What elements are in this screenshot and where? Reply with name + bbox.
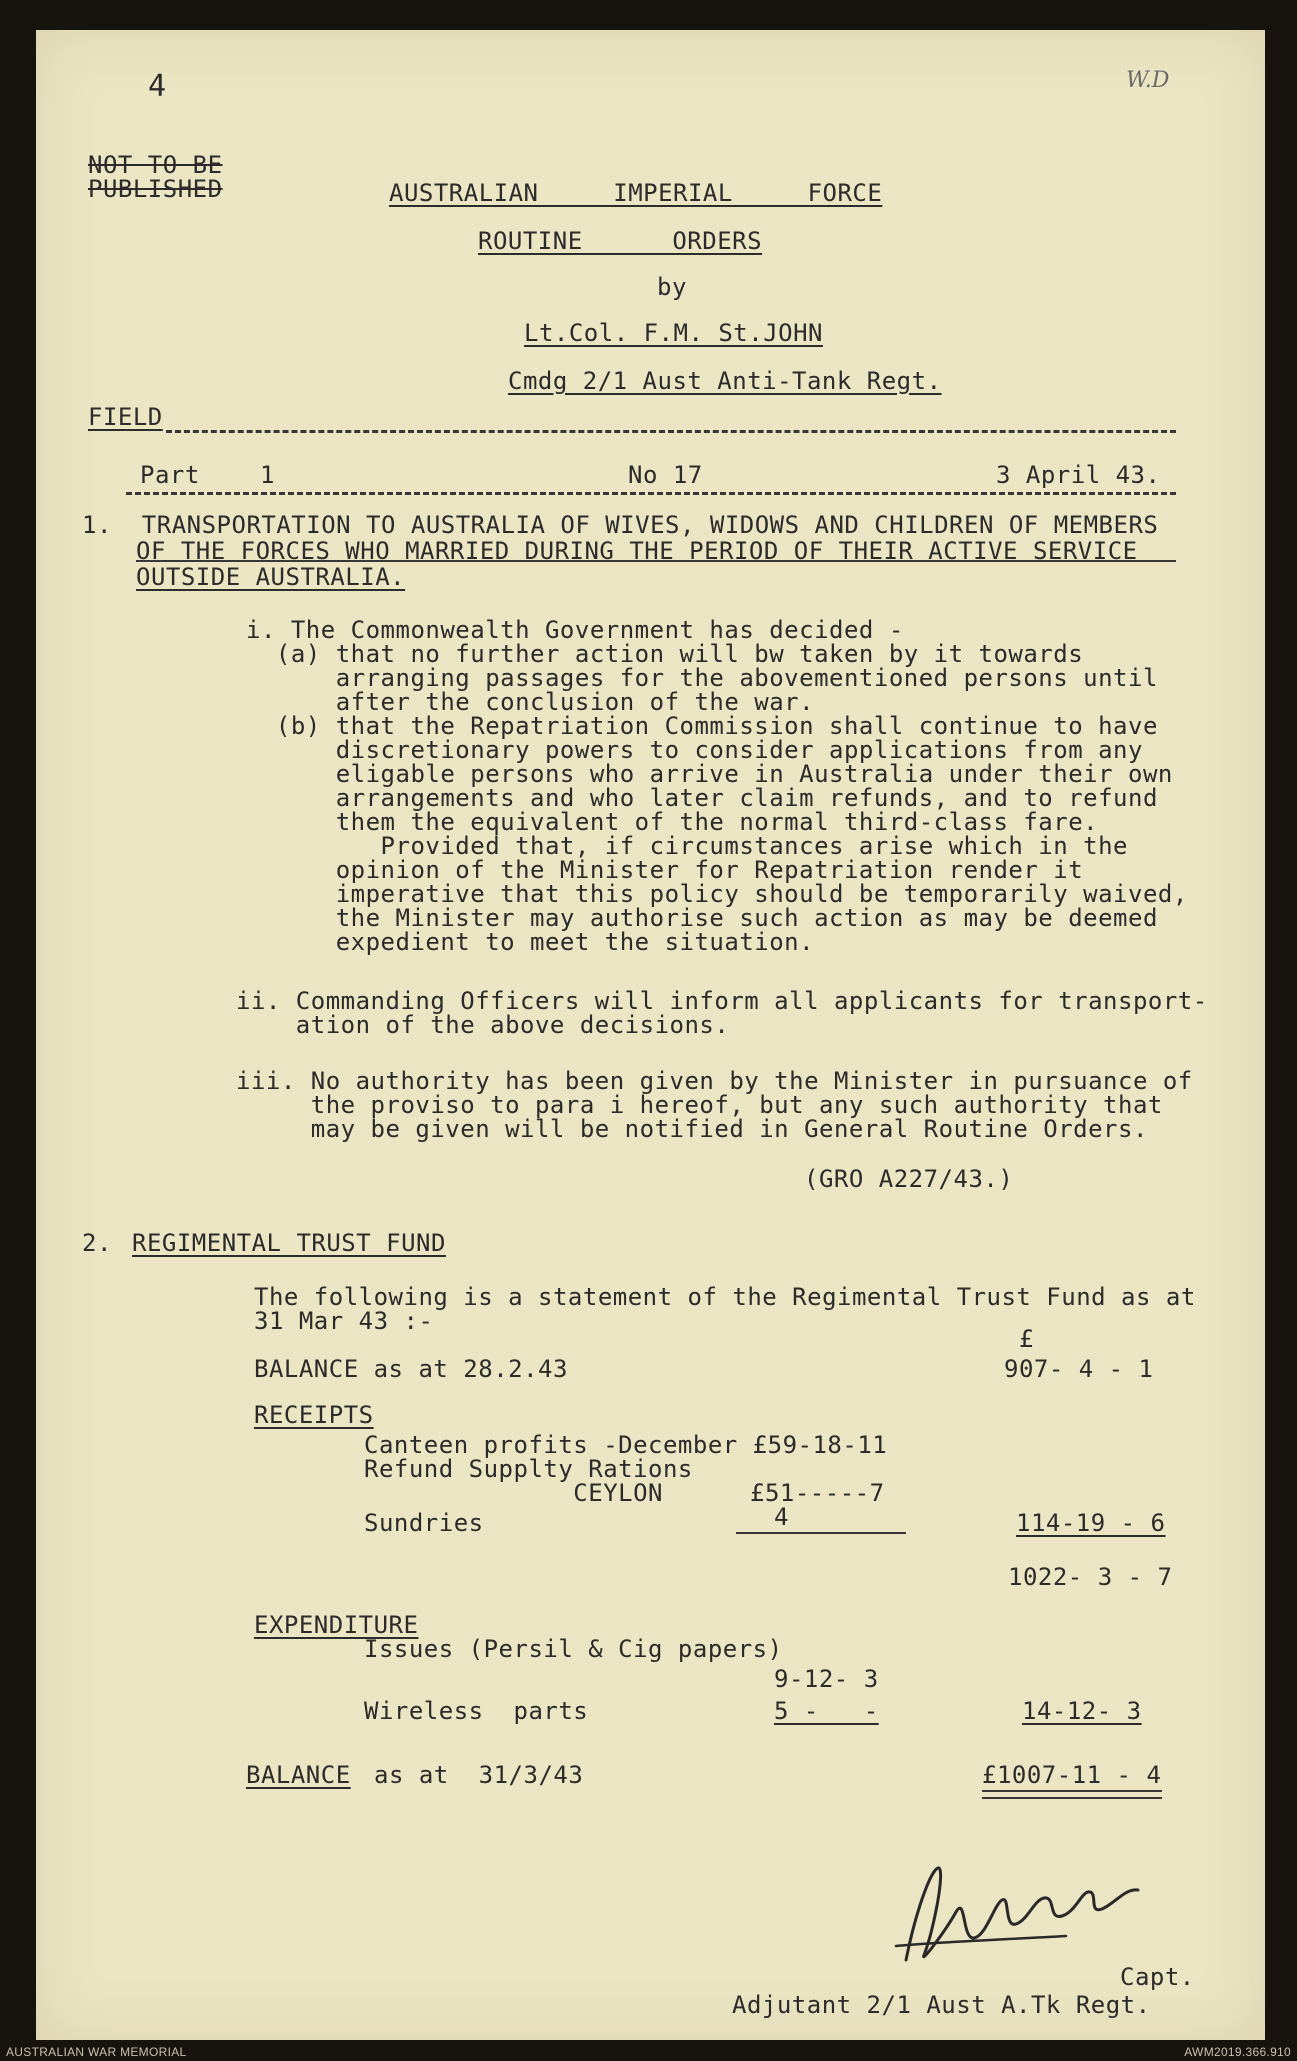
receipt-line: Sundries <box>364 1509 484 1537</box>
order-number: No 17 <box>628 461 703 489</box>
body-line: Provided that, if circumstances arise which in the <box>246 832 1129 860</box>
section1-reference: (GRO A227/43.) <box>804 1165 1014 1193</box>
expenditure-label: EXPENDITURE <box>254 1611 419 1639</box>
section1-heading-line-2: OF THE FORCES WHO MARRIED DURING THE PERIOD OF THEIR ACTIVE SERVICE <box>136 537 1138 565</box>
footer-accession-number: AWM2019.366.910 <box>1184 2045 1291 2059</box>
body-line: imperative that this policy should be temporarily waived, <box>246 880 1188 908</box>
receipt-line: CEYLON <box>364 1479 663 1507</box>
running-subtotal: 1022- 3 - 7 <box>1008 1563 1173 1591</box>
expenditure-total: 14-12- 3 <box>1022 1697 1142 1725</box>
body-line: (b) that the Repatriation Commission shall continue to have <box>246 712 1158 740</box>
receipts-total: 114-19 - 6 <box>1016 1509 1166 1537</box>
body-line: them the equivalent of the normal third-class fare. <box>246 808 1099 836</box>
footer-archive-name: AUSTRALIAN WAR MEMORIAL <box>6 2045 187 2059</box>
part-rule <box>126 492 1176 495</box>
restriction-line-1: NOT TO BE <box>88 151 223 179</box>
receipt-ceylon-amount: £51-----7 <box>750 1479 885 1507</box>
section2-number: 2. <box>82 1229 112 1257</box>
body-line: (a) that no further action will bw taken by it towards <box>246 640 1084 668</box>
para-iii-line-3: may be given will be notified in General Routine Orders. <box>236 1115 1148 1143</box>
part-label: Part <box>140 461 200 489</box>
section1-heading-line-1: 1. TRANSPORTATION TO AUSTRALIA OF WIVES, WIDOWS AND CHILDREN OF MEMBERS <box>82 511 1159 539</box>
expenditure-line: Issues (Persil & Cig papers) <box>364 1635 783 1663</box>
para-iii-line-1: iii. No authority has been given by the Minister in pursuance of <box>236 1067 1193 1095</box>
body-line: i. The Commonwealth Government has decided - <box>246 616 904 644</box>
section2-intro-line-1: The following is a statement of the Regimental Trust Fund as at <box>254 1283 1196 1311</box>
section1-heading-line-3: OUTSIDE AUSTRALIA. <box>136 563 406 591</box>
receipt-line: Refund Supplty Rations <box>364 1455 693 1483</box>
body-line: discretionary powers to consider applications from any <box>246 736 1143 764</box>
section2-intro-line-2: 31 Mar 43 :- <box>254 1307 434 1335</box>
body-line: arranging passages for the abovementioned persons until <box>246 664 1158 692</box>
signatory-title: Adjutant 2/1 Aust A.Tk Regt. <box>732 1991 1151 2019</box>
handwritten-signature <box>876 1850 1176 1980</box>
receipt-line: Canteen profits -December £59-18-11 <box>364 1431 888 1459</box>
receipts-subrule <box>736 1532 906 1534</box>
expenditure-wireless-amount: 5 - - <box>774 1697 879 1725</box>
body-line: after the conclusion of the war. <box>246 688 815 716</box>
body-line: arrangements and who later claim refunds, and to refund <box>246 784 1158 812</box>
opening-balance-amount: 907- 4 - 1 <box>1004 1355 1154 1383</box>
receipt-sundries-amount: 4 <box>774 1503 789 1531</box>
section2-heading: REGIMENTAL TRUST FUND <box>132 1229 446 1257</box>
closing-balance-amount: £1007-11 - 4 <box>982 1761 1162 1789</box>
title-commander: Lt.Col. F.M. St.JOHN <box>524 319 823 347</box>
expenditure-line: Wireless parts <box>364 1697 589 1725</box>
corner-mark: W.D <box>1126 68 1170 93</box>
para-iii-line-2: the proviso to para i hereof, but any such authority that <box>236 1091 1163 1119</box>
expenditure-issues-amount: 9-12- 3 <box>774 1665 879 1693</box>
title-force: AUSTRALIAN IMPERIAL FORCE <box>389 179 883 207</box>
signatory-rank: Capt. <box>1120 1963 1195 1991</box>
restriction-line-2: PUBLISHED <box>88 175 223 203</box>
header-rule <box>166 430 1176 433</box>
part-number: 1 <box>260 461 275 489</box>
title-by: by <box>657 273 687 301</box>
document-page <box>36 30 1265 2040</box>
para-ii-line-2: ation of the above decisions. <box>236 1011 730 1039</box>
section1-heading-underline <box>136 560 1176 562</box>
title-unit: Cmdg 2/1 Aust Anti-Tank Regt. <box>508 367 942 395</box>
field-label: FIELD <box>88 403 163 431</box>
closing-balance-date: as at 31/3/43 <box>374 1761 584 1789</box>
para-ii-line-1: ii. Commanding Officers will inform all applicants for transport- <box>236 987 1208 1015</box>
body-line: opinion of the Minister for Repatriation render it <box>246 856 1084 884</box>
receipts-label: RECEIPTS <box>254 1401 374 1429</box>
body-line: the Minister may authorise such action as may be deemed <box>246 904 1158 932</box>
closing-balance-double-rule <box>982 1790 1162 1799</box>
opening-balance-label: BALANCE as at 28.2.43 <box>254 1355 568 1383</box>
currency-symbol: £ <box>1019 1325 1034 1353</box>
title-routine-orders: ROUTINE ORDERS <box>478 227 763 255</box>
body-line: eligable persons who arrive in Australia under their own <box>246 760 1173 788</box>
body-line: expedient to meet the situation. <box>246 928 815 956</box>
page-mark: 4 <box>148 69 167 104</box>
closing-balance-label: BALANCE <box>246 1761 351 1789</box>
order-date: 3 April 43. <box>996 461 1161 489</box>
